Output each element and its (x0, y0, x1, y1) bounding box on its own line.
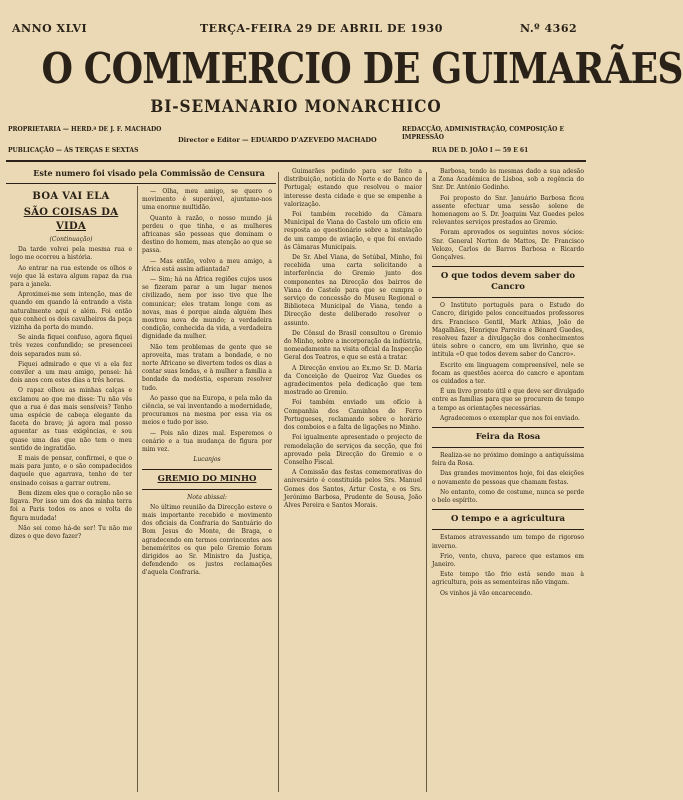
redaction-line: REDACÇÃO, ADMINISTRAÇÃO, COMPOSIÇÃO E IMPRESSÃO (402, 126, 565, 141)
paragraph: De Sr. Abel Viana, de Setúbal, Minho, foi recebida uma carta solicitando a interferência do Gremio junto dos componentes na Direcção dos bairros de Viana do Castelo para que se cumpra o serviço de concessão do Museu Regional e Biblioteca Municipal de Viana, tendo a Direcção deste deliberado resolver o assunto. (284, 254, 422, 327)
paragraph: Nota abissal: (187, 493, 227, 501)
paragraph: Se ainda fiquei confuso, agora fiquei três vezes confundido; se presenceei dois separados num só. (10, 334, 132, 358)
paragraph: A Comissão das festas comemorativas do aniversário é constituída pelos Srs. Manuel Gomes dos Santos, Artur Costa, e os Srs. Jerónimo Barbosa, Prudente de Sousa, João Alves Pereira e Santos Morais. (284, 469, 422, 509)
paragraph: O rapaz olhou as minhas calças e exclamou ao que me disse: Tu não vês que a rua é das mais sensíveis? Tenho uma espécie de cabeça elegante da faceta do bravo; já agora mal posso aguentar as tuas exigências, e sou quase uma das que não tem o meu sentido de ingratidão. (10, 387, 132, 452)
paragraph: Fiquei admirado e que vi a ela fez conviler a um mau amigo, pensei: há dois anos com estes dias a três horas. (10, 360, 132, 385)
paragraph: Bem dizem eles que o coração não se ligava. Por isso um dos da minha terra foi a Paris todos os anos e volta de figura mudada! (10, 489, 132, 522)
volume: ANNO XLVI (12, 22, 88, 35)
paragraph: A Direcção enviou ao Ex.mo Sr. D. Maria da Conceição de Queiroz Vaz Guedes os agradecimentos pela dedicação que tem mostrado ao Gremio. (284, 364, 422, 397)
paragraph: Foi igualmente apresentado o projecto de remodelação de serviços da secção, que foi aprovado pela Direcção do Gremio e o Conselho Fiscal. (284, 434, 422, 466)
issue-date: TERÇA-FEIRA 29 DE ABRIL DE 1930 (200, 22, 443, 35)
column-3 (284, 168, 422, 793)
paragraph: Ao passo que na Europa, e pela mão da ciência, se vai inventando a modernidade, procuramos na mesma por essa via os meios e tudo por isso. (142, 394, 272, 427)
column-2 (142, 188, 272, 793)
paragraph: E mais de pensar, confirmei, e que o mais para junto, e o são compadecidos daquele que agarrava, tenho de ter ensinado coisas a garrar outrem. (10, 455, 132, 487)
paragraph: Escrito em linguagem compreensível, nele se focam as questões acerca do cancro e apontam os cuidados a ter. (432, 361, 584, 386)
paragraph: Foi também enviado um ofício à Companhia dos Caminhos de Ferro Portugueses, reclamando sobre o horário dos comboios e a falta de ligações no Minho. (284, 399, 422, 432)
paragraph: Foram aprovados os seguintes novos sócios: Snr. General Norton de Mattos, Dr. Francisco Velozo, Carlos de Barros Barbosa e Ricardo Gonçalves. (432, 229, 584, 262)
address-line: RUA DE D. JOÃO I — 59 E 61 (432, 147, 529, 154)
paragraph: Ao entrar na rua estende os olhos e vejo que lá estava algum rapaz da rua para a janela. (10, 264, 132, 289)
paragraph: Das grandes movimentos hoje, foi das eleições e novamente de pessoas que chamam festas. (432, 470, 584, 486)
section-headline: O que todos devem saber do Cancro (440, 271, 576, 293)
paragraph: — Olha, meu amigo, se quero o movimento é superável, ajuntamo-nos uma enorme multidão. (142, 188, 272, 212)
paragraph: De Cônsul do Brasil consultou o Gremio do Minho, sobre a incorporação da indústria, nomeadamente na visita oficial da Inspecção Geral dos Teatros, e que se está a tratar. (284, 329, 422, 362)
paragraph: Barbosa, tendo às mesmas dado a sua adesão a Zona Académica de Lisboa, sob a regência do Snr. Dr. António Godinho. (432, 168, 584, 192)
paragraph: — Sim; há na África regiões cujos usos se fizeram parar a um lugar menos civilizado, nem por isso tive que lhe comunicar; eles tratam longe com as novas, mas é porque ainda alguém lhes mostrou nova de mundo; a verdadeira condição, conhecida da vida, a verdadeira dignidade da mulher. (142, 276, 272, 341)
paragraph: Este tempo tão frio está sendo mau à agricultura, pois as sementeiras não vingam. (432, 571, 584, 587)
section-rule (432, 509, 584, 530)
paragraph: O Instituto português para o Estudo do Cancro, dirigido pelos conceituados professores drs. Francisco Gentil, Mark Athias, João de Magalhães, Henrique Parreira e Bénard Guedes, resolveu fazer a divulgação dos conhecimentos úteis sobre o cancro, em um livrinho, que se intitula «O que todos devem saber do Cancro». (432, 302, 584, 359)
censorship-banner: Este numero foi visado pela Commissão de Censura (33, 168, 265, 178)
newspaper-subtitle: BI-SEMANARIO MONARCHICO (150, 97, 442, 117)
article-continuation: (Continuação) (49, 236, 93, 243)
section-headline: Feira da Rosa (475, 432, 541, 443)
owner-line: PROPRIETARIA — HERD.ª DE J. F. MACHADO (8, 126, 162, 133)
section-rule (142, 469, 272, 490)
paragraph: Os vinhos já vão encarecendo. (440, 589, 533, 597)
paragraph: Realiza-se no próximo domingo a antiquíssima feira da Rosa. (432, 452, 584, 468)
section-headline: O tempo e a agricultura (451, 514, 565, 525)
paragraph: — Pois não dizes mal. Esperemos o cenário e a tua mudança de figura por mim vez. (142, 429, 272, 454)
director-line: Director e Editor — EDUARDO D'AZEVEDO MACHADO (178, 136, 377, 144)
article-signature: Lucanjos (193, 456, 221, 464)
paragraph: Agradecemos o exemplar que nos foi enviado. (440, 414, 580, 422)
paragraph: Foi proposto do Snr. Januário Barbosa ficou assente efectuar uma sessão solene de homenagem ao S. Dr. Joaquim Vaz Guedes pelos relevantes serviços prestados ao Gremio. (432, 194, 584, 227)
paragraph: Aproximei-me sem intenção, mas de quando em quando lá entrando a vista naturalmente aqui e além. Foi então que conheci os dois cavalheiros da peça vizinha da porta do mundo. (10, 291, 132, 332)
paragraph: Foi também recebido da Câmara Municipal de Viana do Castelo um ofício em resposta ao questionário sobre a instalação de um campo de aviação, e que foi enviado às Câmaras Municipais. (284, 211, 422, 251)
paragraph: Da tarde volvei pela mesma rua e logo me ocorreu a história. (10, 246, 132, 262)
article-headline: SÃO COISAS DA VIDA (23, 207, 119, 232)
banner-rule (6, 183, 276, 184)
publication-line: PUBLICAÇÃO — ÁS TERÇAS E SEXTAS (8, 147, 139, 154)
section-rule (432, 266, 584, 298)
paragraph: No entanto, como de costume, nunca se perde o belo espírito. (432, 488, 584, 505)
column-divider (137, 186, 138, 792)
article-kicker: BOA VAI ELA (32, 191, 110, 202)
section-rule (432, 427, 584, 448)
paragraph: Estamos atravessando um tempo de rigoroso inverno. (432, 534, 584, 550)
section-headline: GREMIO DO MINHO (157, 473, 257, 484)
dateline (0, 20, 592, 38)
paragraph: Não sei como há-de ser! Tu não me dizes o que devo fazer? (10, 524, 132, 540)
issue-number: N.º 4362 (520, 22, 578, 35)
paragraph: — Mas então, volvo a meu amigo, a África está assim adiantada? (142, 257, 272, 273)
paragraph: Quanto à razão, o nosso mundo já perdeu o que tinha, e as mulheres africanas são pessoas que dominam o destino do homem, mas atenção ao que se passa. (142, 214, 272, 255)
column-4 (432, 168, 584, 793)
paragraph: Frio, vento, chuva, parece que estamos em Janeiro. (432, 552, 584, 568)
paragraph: É um livro pronto útil e que deve ser divulgado entre as famílias para que se procurem de tempo a tempo as orientações necessárias. (432, 388, 584, 412)
paragraph: Não tem problemas de gente que se aproveita, mas tratam a bondade, e no norte Africano se divertem todos os dias a contar suas lendas, e à mulher a família a bondade da modéstia, esperam resolver tudo. (142, 343, 272, 392)
column-divider (426, 172, 427, 792)
paragraph: No último reunião da Direcção esteve o mais importante recebido e movimento dos oficiais da Confraria do Santuário do Bom Jesus do Monte, de Braga, e agradecendo em termos convincentes aos beneméritos os que pelo Gremio foram dirigidos ao Sr. Ministro da Justiça, defendendo os justos reclamações d'aquela Confraria. (142, 503, 272, 577)
newspaper-title: O COMMERCIO DE GUIMARÃES (41, 44, 683, 93)
paragraph: Guimarães pedindo para ser feito a distribuição, notícia do Norte e do Banco de Portugal; estando que resolveu o maior interesse desta cidade e que se empenhe a valorização. (284, 168, 422, 208)
column-divider (278, 172, 279, 792)
column-1 (10, 188, 132, 793)
header-rule (6, 160, 586, 162)
